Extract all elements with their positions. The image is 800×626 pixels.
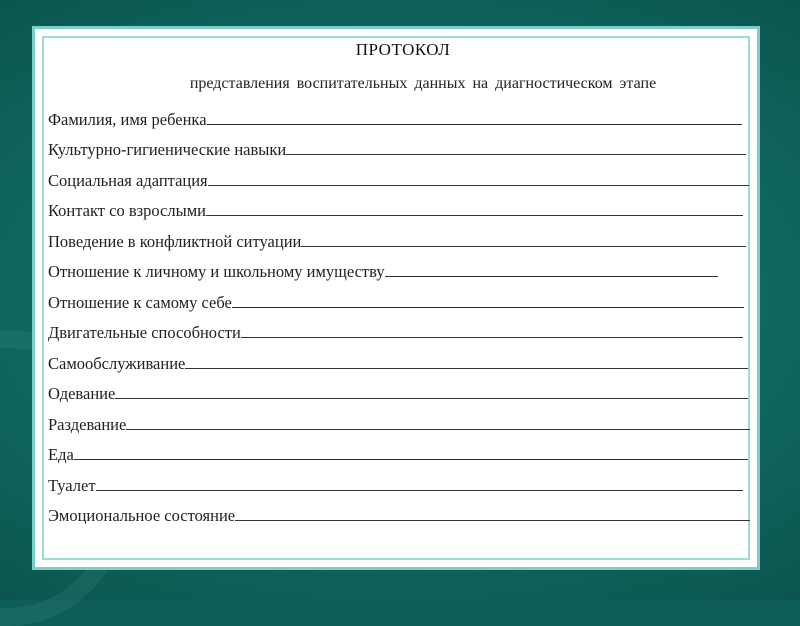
form-field-dressing <box>48 380 748 404</box>
form-field-label: Социальная адаптация <box>48 171 208 190</box>
form-field-social-adaptation <box>48 167 749 191</box>
form-field-self-service <box>48 350 748 374</box>
form-field-label: Фамилия, имя ребенка <box>48 110 207 129</box>
form-field-blank-line[interactable] <box>207 124 742 125</box>
form-field-property-attitude <box>48 258 718 282</box>
form-field-label: Отношение к личному и школьному имуществу <box>48 262 385 281</box>
form-field-blank-line[interactable] <box>96 490 743 491</box>
form-field-eating <box>48 441 748 465</box>
form-field-blank-line[interactable] <box>126 429 750 430</box>
form-field-hygiene-skills <box>48 136 746 160</box>
form-field-blank-line[interactable] <box>208 185 749 186</box>
form-field-label: Раздевание <box>48 415 127 434</box>
form-field-blank-line[interactable] <box>301 246 746 247</box>
form-field-label: Эмоциональное состояние <box>48 506 236 525</box>
form-field-blank-line[interactable] <box>385 276 718 277</box>
form-field-undressing <box>48 411 750 435</box>
form-field-emotional-state <box>48 502 750 526</box>
form-field-label: Отношение к самому себе <box>48 293 232 312</box>
form-field-label: Самообслуживание <box>48 354 186 373</box>
form-field-blank-line[interactable] <box>185 368 748 369</box>
form-field-label: Культурно-гигиенические навыки <box>48 140 287 159</box>
form-field-motor-abilities <box>48 319 743 343</box>
form-field-conflict-behavior <box>48 228 746 252</box>
form-field-label: Контакт со взрослыми <box>48 201 206 220</box>
form-field-blank-line[interactable] <box>232 307 744 308</box>
form-field-blank-line[interactable] <box>286 154 746 155</box>
form-field-blank-line[interactable] <box>206 215 743 216</box>
form-field-adult-contact <box>48 197 743 221</box>
form-field-blank-line[interactable] <box>115 398 748 399</box>
form-field-label: Поведение в конфликтной ситуации <box>48 232 302 251</box>
form-field-label: Туалет <box>48 476 96 495</box>
page-title: ПРОТОКОЛ <box>355 40 451 59</box>
form-field-toilet <box>48 472 743 496</box>
form-field-self-attitude <box>48 289 744 313</box>
form-field-blank-line[interactable] <box>241 337 743 338</box>
form-field-label: Двигательные способности <box>48 323 241 342</box>
form-field-label: Еда <box>48 445 74 464</box>
form-field-label: Одевание <box>48 384 116 403</box>
form-field-child-name <box>48 106 742 130</box>
form-field-blank-line[interactable] <box>235 520 750 521</box>
page-subtitle: представления воспитательных данных на диагностическом этапе <box>189 75 657 92</box>
form-field-blank-line[interactable] <box>74 459 748 460</box>
